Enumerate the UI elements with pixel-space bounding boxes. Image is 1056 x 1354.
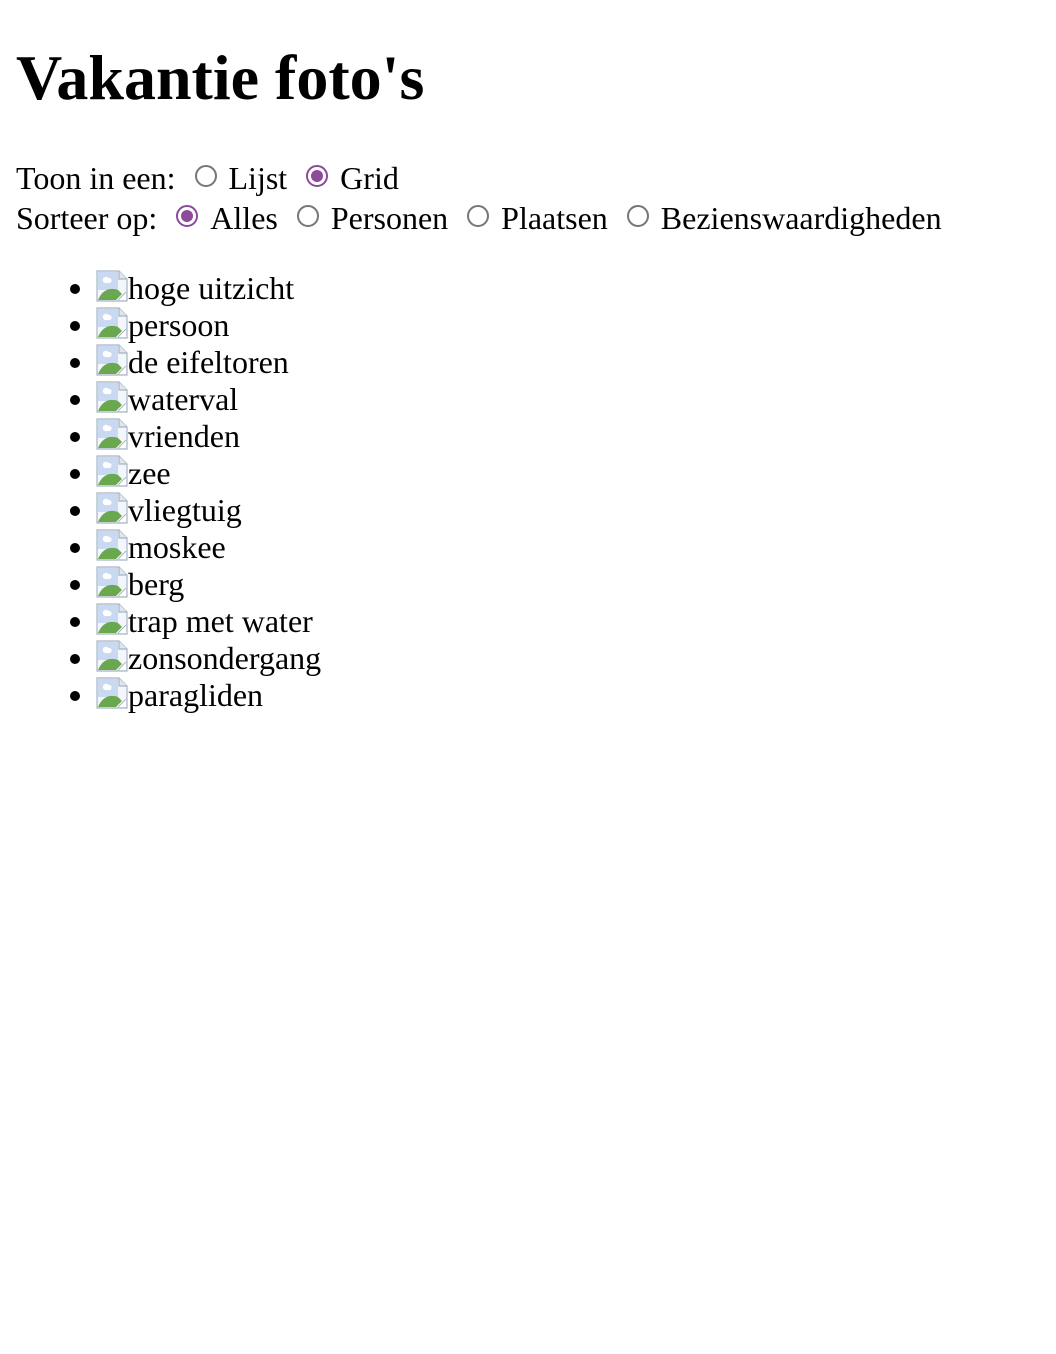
radio-sort-plaatsen-label[interactable]: Plaatsen <box>501 200 608 236</box>
bullet <box>70 506 80 516</box>
bullet <box>70 432 80 442</box>
view-toggle-label: Toon in een: <box>16 160 176 196</box>
bullet <box>70 284 80 294</box>
broken-image-icon <box>96 344 128 376</box>
photo-alt-text: paragliden <box>128 677 264 713</box>
photo-list-item <box>0 344 321 381</box>
photo-alt-text: vrienden <box>128 418 240 454</box>
photo-list-item <box>0 418 321 455</box>
broken-image-icon <box>96 529 128 561</box>
photo-alt-text: persoon <box>128 307 230 343</box>
radio-view-grid-label[interactable]: Grid <box>340 160 399 196</box>
photo-list-item <box>0 307 321 344</box>
radio-sort-alles[interactable] <box>176 205 198 227</box>
bullet <box>70 321 80 331</box>
bullet <box>70 469 80 479</box>
photo-alt-text: moskee <box>128 529 226 565</box>
sort-label: Sorteer op: <box>16 200 158 236</box>
bullet <box>70 654 80 664</box>
radio-sort-plaatsen[interactable] <box>467 205 489 227</box>
broken-image-icon <box>96 307 128 339</box>
photo-list-item <box>0 640 321 677</box>
photo-alt-text: zee <box>128 455 171 491</box>
photo-alt-text: de eifeltoren <box>128 344 289 380</box>
radio-sort-alles-label[interactable]: Alles <box>210 200 278 236</box>
broken-image-icon <box>96 270 128 302</box>
bullet <box>70 543 80 553</box>
broken-image-icon <box>96 418 128 450</box>
broken-image-icon <box>96 677 128 709</box>
bullet <box>70 580 80 590</box>
photo-list-item <box>0 381 321 418</box>
broken-image-icon <box>96 381 128 413</box>
page-title: Vakantie foto's <box>16 42 425 113</box>
photo-alt-text: vliegtuig <box>128 492 242 528</box>
broken-image-icon <box>96 566 128 598</box>
photo-list-item <box>0 677 321 714</box>
controls <box>16 158 942 238</box>
broken-image-icon <box>96 640 128 672</box>
broken-image-icon <box>96 603 128 635</box>
photo-alt-text: berg <box>128 566 185 602</box>
radio-sort-bezienswaardigheden-label[interactable]: Bezienswaardigheden <box>660 200 942 236</box>
bullet <box>70 617 80 627</box>
bullet <box>70 691 80 701</box>
photo-list-item <box>0 603 321 640</box>
bullet <box>70 358 80 368</box>
broken-image-icon <box>96 492 128 524</box>
photo-list-item <box>0 270 321 307</box>
radio-view-lijst[interactable] <box>195 165 217 187</box>
radio-view-grid[interactable] <box>306 165 328 187</box>
photo-alt-text: hoge uitzicht <box>128 270 295 306</box>
photo-list-item <box>0 492 321 529</box>
photo-alt-text: trap met water <box>128 603 313 639</box>
photo-list-item <box>0 529 321 566</box>
radio-sort-personen-label[interactable]: Personen <box>330 200 449 236</box>
radio-sort-personen[interactable] <box>297 205 319 227</box>
sort-row <box>16 198 942 238</box>
radio-sort-bezienswaardigheden[interactable] <box>627 205 649 227</box>
radio-view-lijst-label[interactable]: Lijst <box>228 160 288 196</box>
photo-list-item <box>0 455 321 492</box>
photo-list <box>0 270 321 714</box>
view-toggle-row <box>16 158 942 198</box>
photo-list-item <box>0 566 321 603</box>
broken-image-icon <box>96 455 128 487</box>
photo-alt-text: zonsondergang <box>128 640 322 676</box>
photo-alt-text: waterval <box>128 381 239 417</box>
bullet <box>70 395 80 405</box>
